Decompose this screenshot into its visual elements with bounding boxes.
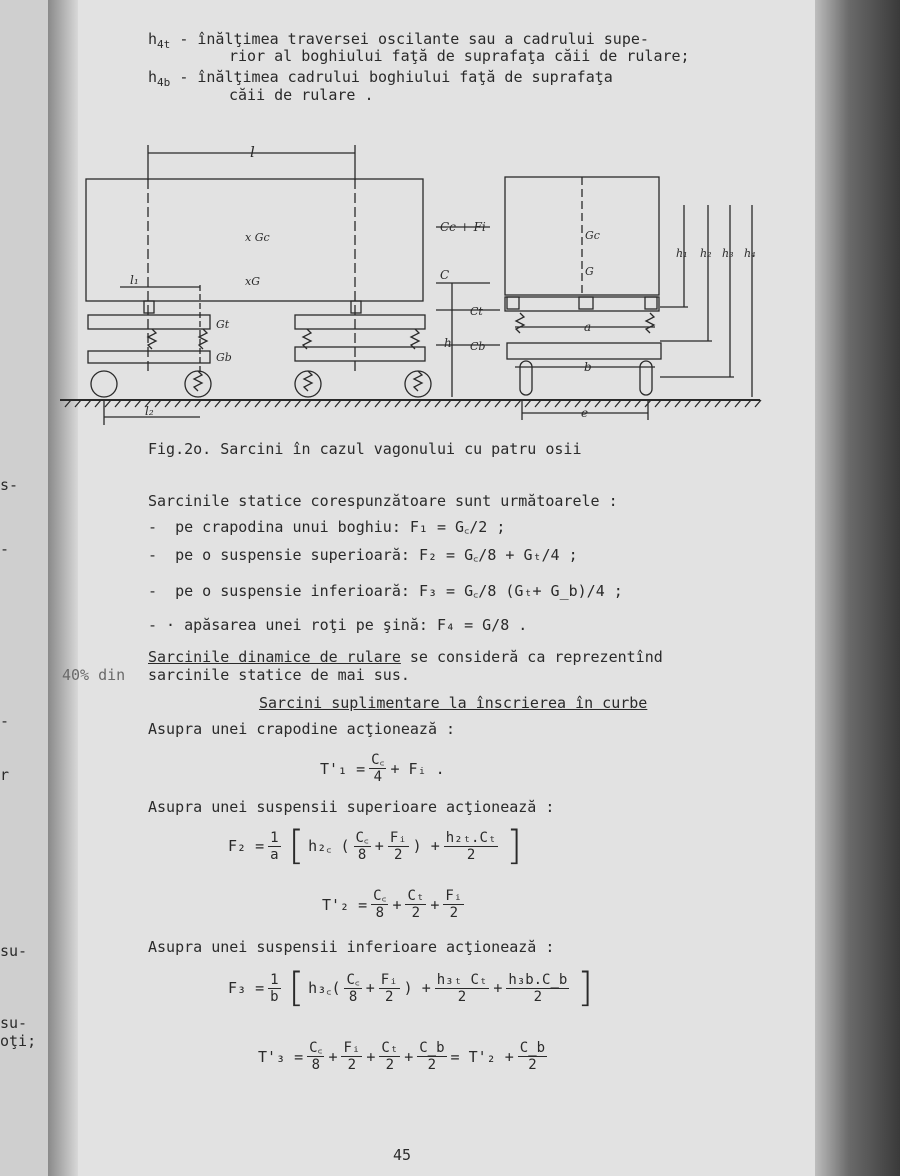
label-b: b bbox=[584, 360, 592, 374]
label-a: a bbox=[584, 320, 592, 334]
margin-fragment: su- bbox=[0, 1014, 28, 1032]
paragraph-crapodine: Asupra unei crapodine acţionează : bbox=[148, 720, 456, 738]
label-Ct: Ct bbox=[470, 305, 483, 318]
equation-T1: T'₁ = $\frac{C꜀}{4}$ + Fᵢ . bbox=[320, 752, 445, 785]
bullet-item: - · apăsarea unei roţi pe şină: F₄ = G/8 . bbox=[148, 616, 528, 634]
bullet-item: - pe crapodina unui boghiu: F₁ = G꜀/2 ; bbox=[148, 518, 506, 536]
margin-fragment: s- bbox=[0, 476, 19, 494]
paragraph-upper-suspension: Asupra unei suspensii superioare acţionează : bbox=[148, 798, 555, 816]
margin-note: 40% din bbox=[62, 666, 126, 684]
equation-T3: T'₃ = $\frac{C꜀}{8}$ + $\frac{\text{Fᵢ}}{2}$ + $\frac{\text{Cₜ}}{2}$ + $\frac{C\_b}{2}$ = T'₂ + $\frac{C\_b}{2}$ bbox=[258, 1040, 546, 1073]
label-l2: l₂ bbox=[145, 404, 154, 418]
label-h4: h₄ bbox=[744, 247, 756, 260]
bullet-item: - pe o suspensie superioară: F₂ = G꜀/8 + Gₜ/4 ; bbox=[148, 546, 578, 564]
definition-h4t-cont: rior al boghiului faţă de suprafaţa căii de rulare; bbox=[229, 47, 690, 65]
margin-fragment: oţi; bbox=[0, 1032, 37, 1050]
dynamic-loads-paragraph: Sarcinile dinamice de rulare se consideră ca reprezentînd bbox=[148, 648, 663, 666]
intro-text: Sarcinile statice corespunzătoare sunt următoarele : bbox=[148, 492, 618, 510]
label-h: h bbox=[444, 336, 452, 350]
margin-fragment: su- bbox=[0, 942, 28, 960]
label-G-end: G bbox=[585, 265, 594, 278]
paragraph-lower-suspension: Asupra unei suspensii inferioare acţionează : bbox=[148, 938, 555, 956]
definition-h4b-cont: căii de rulare . bbox=[229, 86, 374, 104]
label-Gb: Gb bbox=[216, 351, 232, 364]
margin-fragment: - bbox=[0, 540, 10, 558]
label-e: e bbox=[581, 406, 589, 420]
label-Cb: Cb bbox=[470, 340, 486, 353]
label-l1: l₁ bbox=[130, 273, 139, 287]
figure-caption: Fig.2o. Sarcini în cazul vagonului cu patru osii bbox=[148, 440, 582, 458]
definition-h4t: $h_{4t}$ - înălţimea traversei oscilante sau a cadrului supe- bbox=[148, 30, 649, 51]
margin-fragment: - bbox=[0, 712, 10, 730]
equation-T2: T'₂ = $\frac{C꜀}{8}$ + $\frac{\text{Cₜ}}{2}$ + $\frac{\text{Fᵢ}}{2}$ bbox=[322, 888, 463, 921]
label-Gt: Gt bbox=[216, 318, 230, 331]
margin-fragment: r bbox=[0, 766, 10, 784]
right-edge bbox=[815, 0, 900, 1176]
label-h1: h₁ bbox=[676, 247, 688, 260]
label-G: xG bbox=[245, 275, 260, 288]
label-h3: h₃ bbox=[722, 247, 734, 260]
dynamic-loads-line2: sarcinile statice de mai sus. bbox=[148, 666, 410, 684]
wagon-load-diagram bbox=[60, 135, 770, 435]
section-title: Sarcini suplimentare la înscrierea în curbe bbox=[259, 694, 648, 712]
label-C: C bbox=[440, 268, 450, 282]
label-h2: h₂ bbox=[700, 247, 712, 260]
equation-F3: F₃ = $\frac{1}{b}$ [ h₃꜀ ( $\frac{C꜀}{8}$ + $\frac{\text{Fᵢ}}{2}$ ) + $\frac{\text{h₃ₜ Cₜ}}{2}$ + $\frac{\text{h₃b.C\_b}}{2}$ ] bbox=[228, 965, 593, 1011]
equation-F2: F₂ = $\frac{1}{a}$ [ h₂꜀ ( $\frac{C꜀}{8}$ + $\frac{\text{Fᵢ}}{2}$ ) + $\frac{\text{h₂ₜ.Cₜ}}{2}$ ] bbox=[228, 823, 522, 869]
label-CcFi: Cc + Fi bbox=[440, 220, 486, 234]
label-Gc: x Gc bbox=[245, 231, 270, 244]
page-number: 45 bbox=[393, 1146, 412, 1164]
label-Gc-end: Gc bbox=[585, 229, 600, 242]
label-l: l bbox=[250, 143, 255, 161]
bullet-item: - pe o suspensie inferioară: F₃ = G꜀/8 (Gₜ+ G_b)/4 ; bbox=[148, 582, 623, 600]
definition-h4b: $h_{4b}$ - înălţimea cadrului boghiului faţă de suprafaţa bbox=[148, 68, 613, 89]
left-margin bbox=[0, 0, 48, 1176]
